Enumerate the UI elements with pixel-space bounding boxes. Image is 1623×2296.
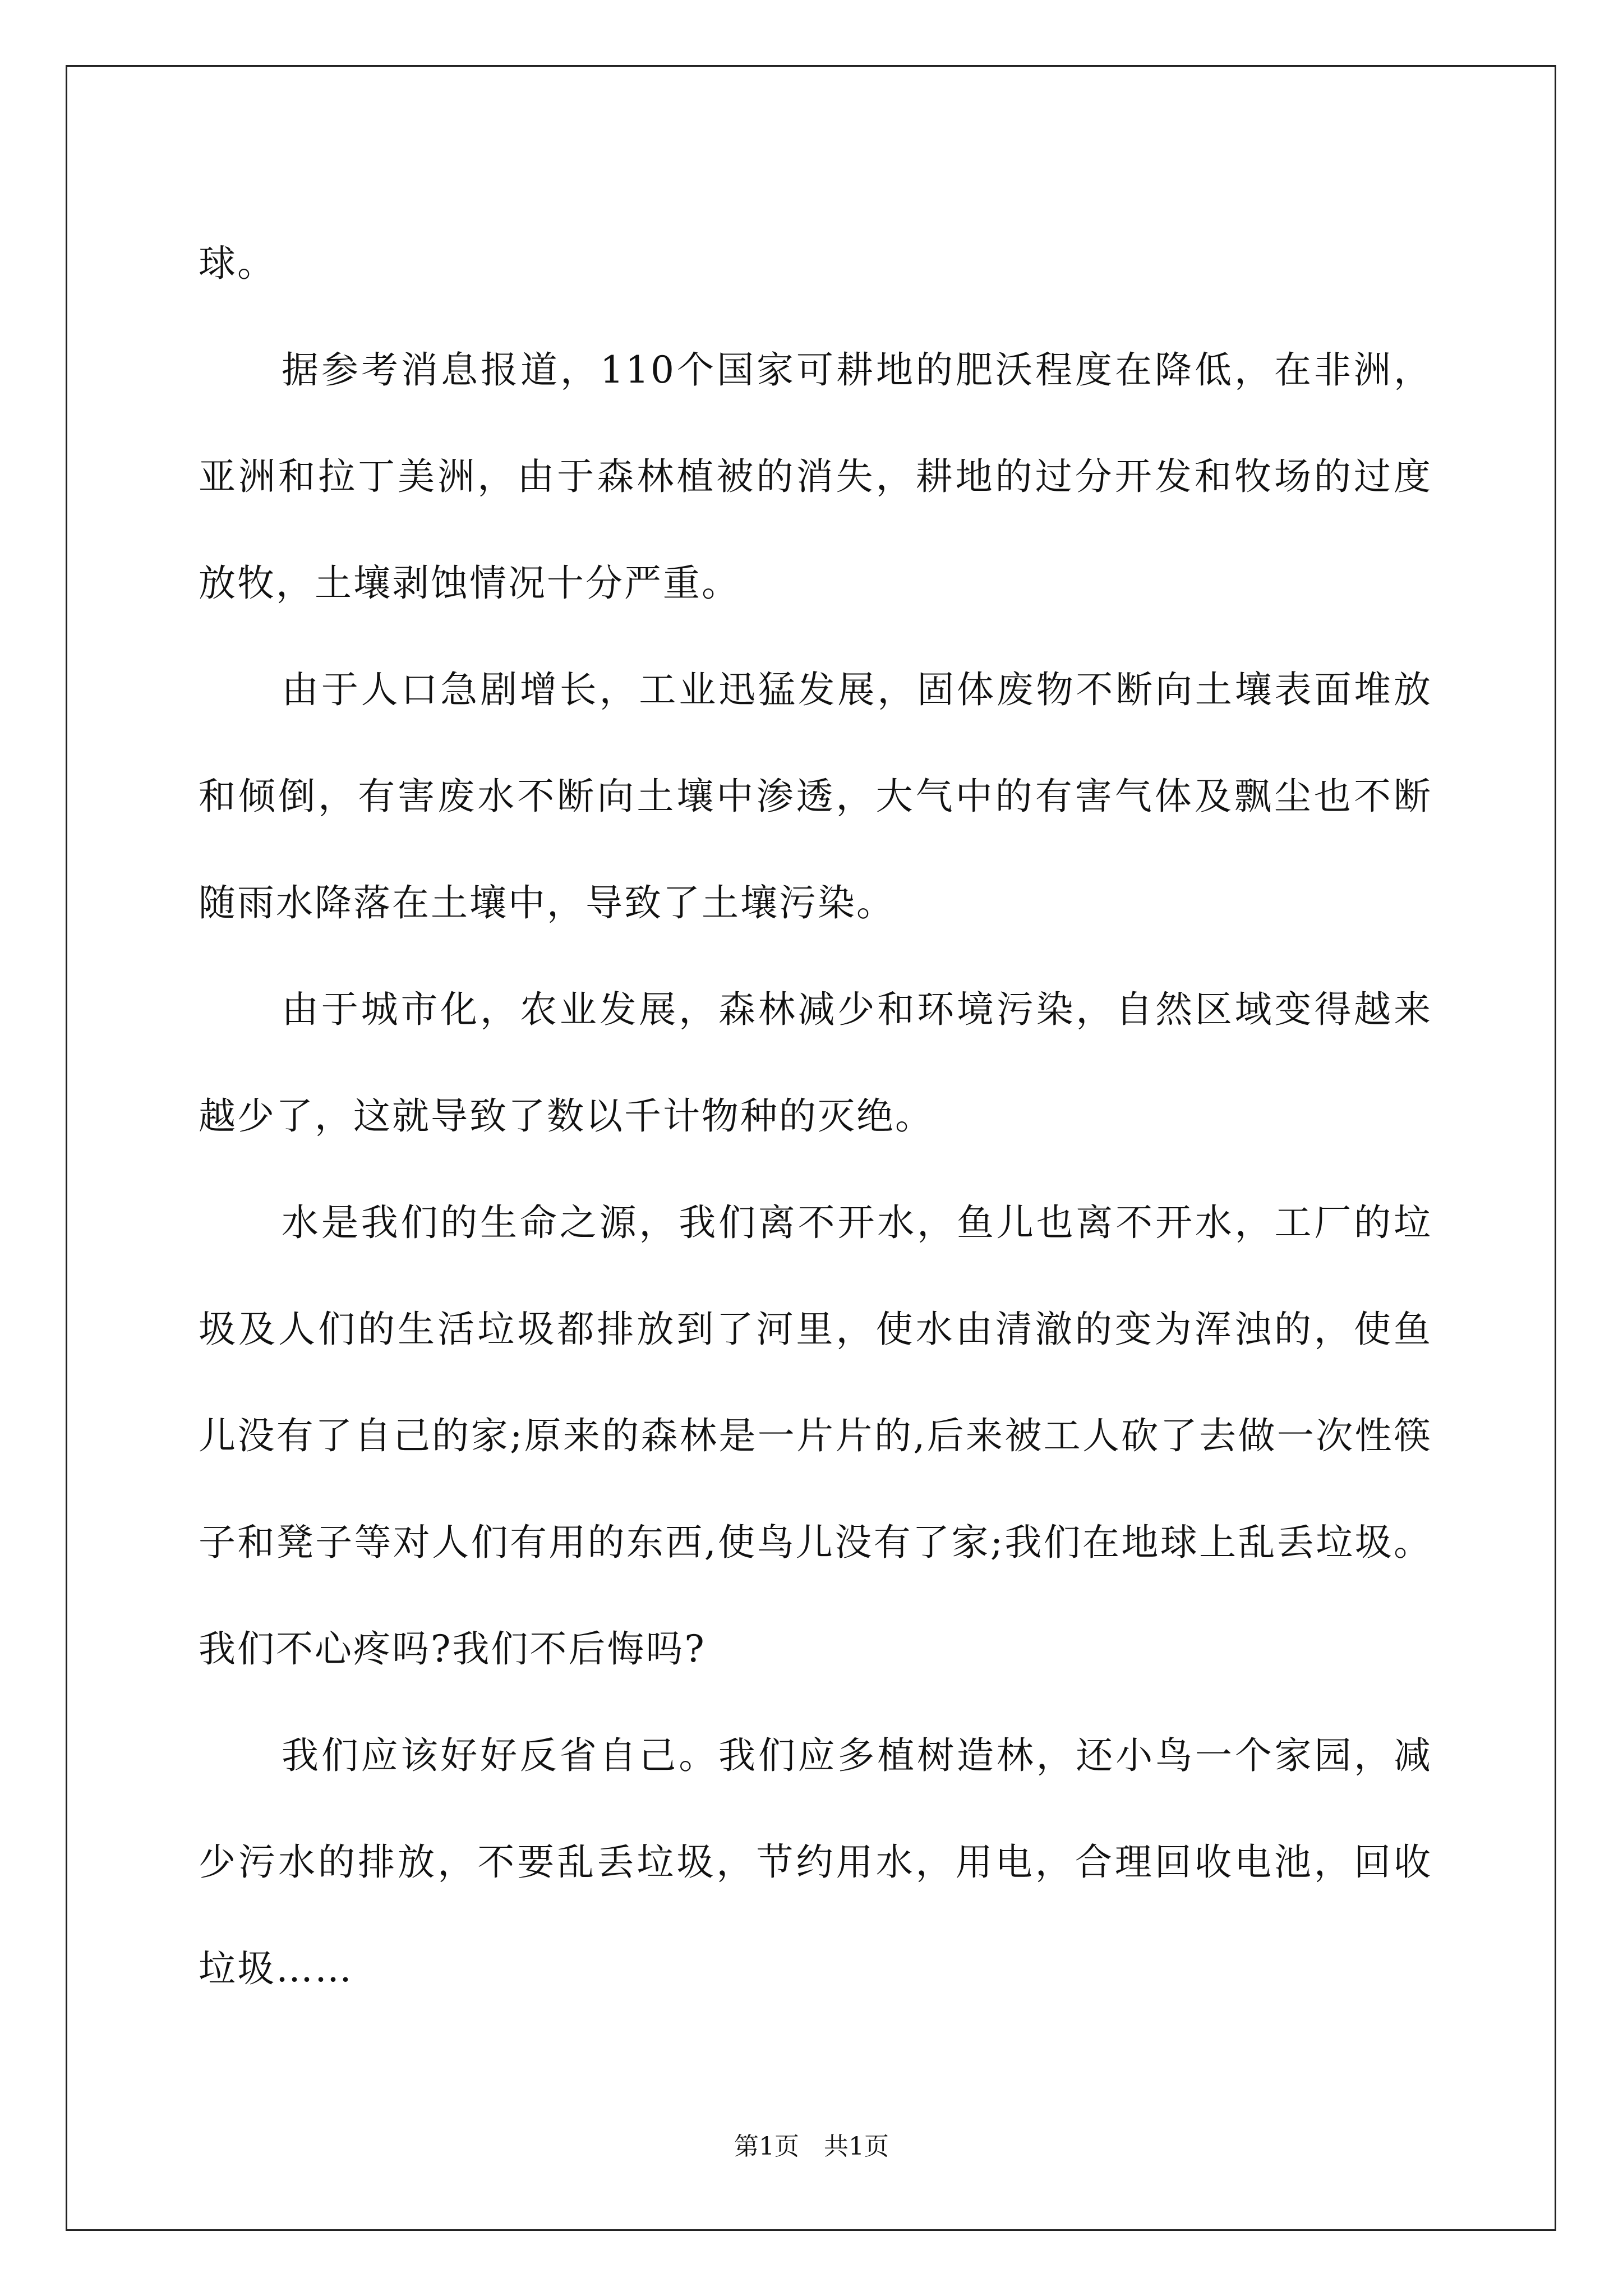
paragraph-1: 球。	[199, 242, 276, 285]
paragraph-5: 水是我们的生命之源，我们离不开水，鱼儿也离不开水，工厂的垃圾及人们的生活垃圾都排放到了河里，使水由清澈的变为浑浊的，使鱼儿没有了自己的家;原来的森林是一片片的,后来被工人砍了去做一次性筷子和凳子等对人们有用的东西,使鸟儿没有了家;我们在地球上乱丢垃圾。我们不心疼吗?我们不后悔吗?	[199, 1201, 1432, 1671]
page-number-footer: 第1页 共1页	[734, 2132, 889, 2161]
paragraph-4: 由于城市化，农业发展，森林减少和环境污染，自然区域变得越来越少了，这就导致了数以千计物种的灭绝。	[199, 988, 1432, 1138]
document-body	[199, 210, 1432, 2022]
paragraph-3: 由于人口急剧增长，工业迅猛发展，固体废物不断向土壤表面堆放和倾倒，有害废水不断向土壤中渗透，大气中的有害气体及飘尘也不断随雨水降落在土壤中，导致了土壤污染。	[199, 668, 1432, 924]
paragraph-2: 据参考消息报道，110个国家可耕地的肥沃程度在降低，在非洲，亚洲和拉丁美洲，由于森林植被的消失，耕地的过分开发和牧场的过度放牧，土壤剥蚀情况十分严重。	[199, 348, 1432, 605]
paragraph-6: 我们应该好好反省自己。我们应多植树造林，还小鸟一个家园，减少污水的排放，不要乱丢垃圾，节约用水，用电，合理回收电池，回收垃圾……	[199, 1734, 1432, 1990]
